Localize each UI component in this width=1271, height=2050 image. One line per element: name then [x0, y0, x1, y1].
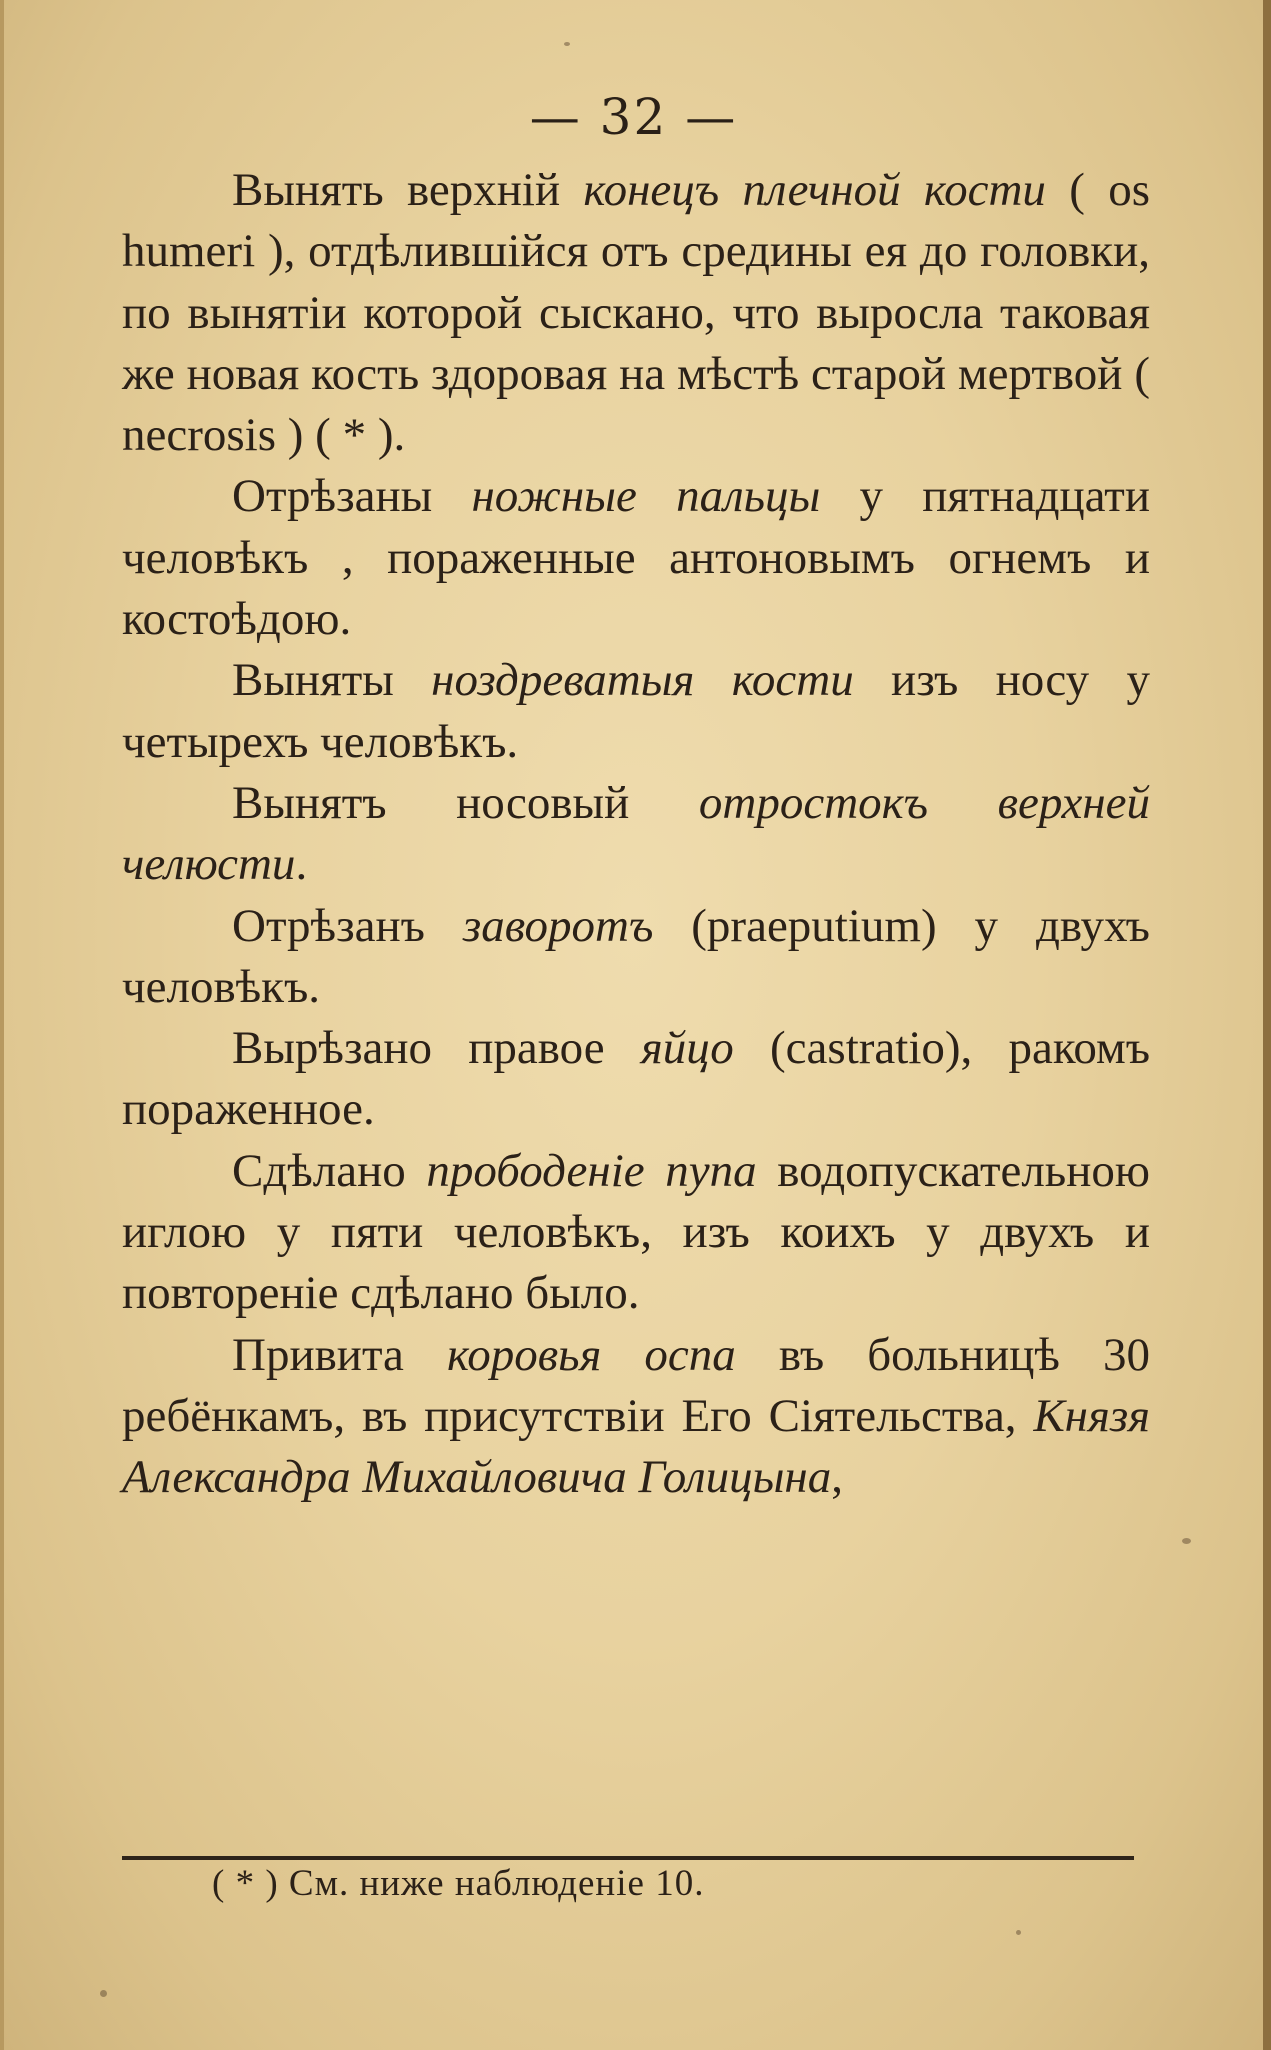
italic-term: заворотъ	[462, 899, 654, 952]
footnote: ( * ) См. ниже наблюденіе 10.	[212, 1863, 705, 1904]
italic-term: прободеніе пупа	[426, 1144, 757, 1197]
text-run: ( os humeri ), отдѣлившійся отъ средины ея до головки, по вынятіи которой сыскано, что выросла таковая же новая кость здоровая на мѣстѣ старой мертвой ( necrosis ) ( * ).	[122, 164, 1150, 462]
paragraph	[122, 160, 1150, 466]
text-run: Вынять верхній	[232, 164, 584, 216]
italic-term: ноздреватыя кости	[431, 654, 854, 707]
paper-speck	[100, 1990, 107, 1997]
footnote-divider	[122, 1856, 1134, 1860]
paragraph	[122, 1141, 1150, 1325]
paragraph	[122, 650, 1150, 773]
italic-term: ножные пальцы	[471, 470, 821, 523]
text-run: водопускательною иглою у пяти человѣкъ, изъ коихъ у двухъ и повтореніе сдѣлано было.	[122, 1144, 1151, 1320]
body-text	[122, 160, 1150, 1509]
text-run: Сдѣлано	[232, 1144, 427, 1197]
italic-term: яйцо	[640, 1022, 734, 1075]
text-run: Отрѣзанъ	[232, 899, 463, 952]
text-run: .	[295, 838, 308, 891]
text-run: Отрѣзаны	[232, 470, 472, 523]
text-run: ,	[831, 1451, 843, 1504]
paper-speck	[564, 42, 570, 46]
paragraph	[122, 1325, 1150, 1509]
paragraph	[122, 1018, 1150, 1141]
text-run: Вынятъ носовый	[232, 776, 699, 829]
text-run: (praeputium) у двухъ человѣкъ.	[122, 899, 1150, 1013]
italic-term: коровья оспа	[447, 1328, 736, 1381]
page-number: — 32 —	[529, 88, 738, 146]
italic-term: конецъ плечной кости	[583, 164, 1046, 216]
text-run: (castratio), ракомъ пораженное.	[122, 1022, 1150, 1136]
italic-term: Князя Александра Михайловича Голицына	[122, 1389, 1150, 1504]
text-run: у пятнадцати человѣкъ , пораженные антоновымъ огнемъ и костоѣдою.	[122, 470, 1150, 646]
text-run: Привита	[232, 1328, 447, 1381]
text-run: Выняты	[232, 654, 432, 707]
text-run: Вырѣзано правое	[232, 1022, 641, 1075]
italic-term: отростокъ верхней челюсти	[122, 776, 1150, 891]
paragraph	[122, 466, 1150, 650]
paper-speck	[1016, 1930, 1021, 1935]
paragraph	[122, 773, 1150, 896]
text-run: въ больницѣ 30 ребёнкамъ, въ присутствіи Его Сіятельства,	[122, 1328, 1150, 1442]
paper-speck	[1182, 1538, 1191, 1544]
paragraph	[122, 896, 1150, 1019]
text-run: изъ носу у четырехъ человѣкъ.	[122, 654, 1150, 768]
